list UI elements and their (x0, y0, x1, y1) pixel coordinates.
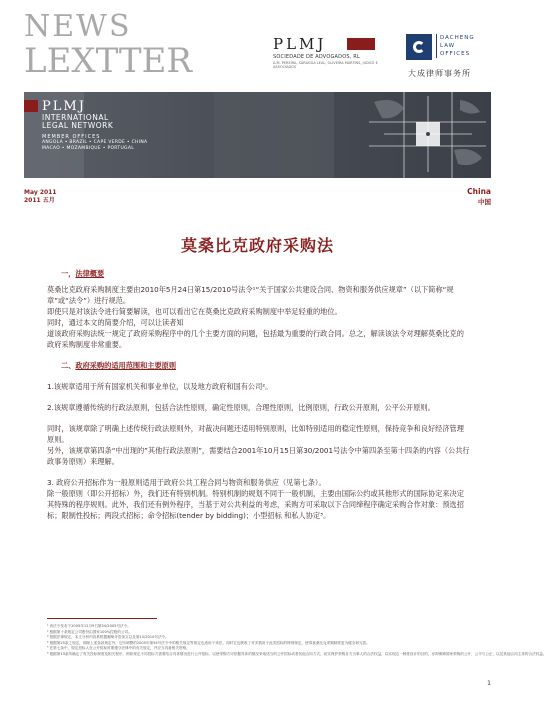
article-title: 莫桑比克政府采购法 (180, 236, 334, 255)
paragraph: 同时，该规章除了明确上述传统行政法原则外，对裁决问题还适用特别原则，比如特别适用的稳定性原则，保持竞争和良好经济管理原则。 (47, 424, 464, 444)
region-en: China (467, 187, 491, 196)
section-number: 二、 (61, 361, 76, 370)
dacheng-line: OFFICES (440, 51, 471, 57)
footnote: ³ 根据法律规定，本文分析内容系根据葡萄牙语条文以及第15/2010号法令。 (47, 635, 169, 640)
network-banner (24, 92, 491, 178)
section-title: 政府采购的适用范围和主要原则 (75, 361, 177, 370)
footnote: ¹ 该法令发布于2005年12月9日第54/2005号法令。 (47, 624, 131, 628)
footnote: ² 根据第十条规定公司股份由国家100%控股的公司。 (47, 629, 132, 634)
newsletter-title-news: NEWS (24, 9, 132, 44)
banner-network-line1: INTERNATIONAL (42, 113, 109, 122)
issue-date (24, 189, 57, 205)
page-number: 1 (487, 680, 491, 687)
plmj-logo-subtitle: SOCIEDADE DE ADVOGADOS, RL (273, 54, 360, 60)
footnote-divider (47, 618, 157, 619)
plmj-bar-icon (24, 100, 38, 112)
paragraph: 除一般原则（即公开招标）外，我们还有特别机制。特别机制的规划不同于一般机制，主要由国际公约或其他形式的国际协定来决定其特殊的程序规则。此外，我们还有例外程序，当基于对公共利益的考虑，采购方可采取以下合同缔程序确定采购合作对象：预选招标；限制性投标；两段式招标；命令招标(tender by bidding)；小型招标 和私人协定³。 (47, 489, 464, 520)
paragraph: 2.该规章遵循传统的行政法原则，包括合法性原则，确定性原则，合理性原则，比例原则，行政公开原则，公平公开原则。 (47, 403, 435, 412)
banner-cities-line1: ANGOLA • BRAZIL • CAPE VERDE • CHINA (42, 140, 148, 145)
plmj-logo-tagline: A.M. PEREIRA, SÁRAGGA LEAL, OLIVEIRA MARTINS, JÚDICE E ASSOCIADOS (273, 61, 378, 69)
dacheng-line: LAW (440, 43, 456, 49)
paragraph: 同时，通过本文的简要介绍，可以让读者知 (47, 318, 184, 327)
section-title: 法律概要 (75, 269, 105, 278)
footnote: ⁴ 根据第25条之规定，即除上述条款规定外，它所调整的2005年第54号法令中的相关规定等规定也适用于该法。同时它也吸收了对多数用于此类招标的特别规定，使得莫桑比克采购制度更为健全和完善。 (47, 640, 370, 645)
newsletter-title-lexter: LEXTTER (24, 41, 193, 81)
banner-network-line2: LEGAL NETWORK (42, 121, 114, 130)
footnote: ⁵ 在第七条中，规定投标人在公开招标时要遵守法律中的有关规定，并应当具备相关资格。 (47, 646, 190, 651)
header (0, 0, 515, 84)
section-number: 一， (61, 269, 76, 278)
dacheng-name-lines (436, 34, 475, 58)
dacheng-line: DACHENG (440, 35, 475, 41)
globe-grid-icon (364, 92, 491, 178)
banner-cities-line2: MACAO • MOZAMBIQUE • PORTUGAL (42, 146, 135, 151)
paragraph: 莫桑比克政府采购制度主要由2010年5月24日第15/2010号法令¹“关于国家公共建设合同、物资和服务供应规章”（以下简称“规章”或“法令”）进行规范。 (47, 285, 454, 305)
network-banner-text (32, 100, 147, 152)
section-heading-2 (61, 360, 471, 371)
issue-date-cn: 2011 五月 (24, 197, 55, 204)
paragraph: 另外，该规章第四条“中出现的”其他行政法原则”，需要结合2001年10月15日第30/2001号法令中第四条至第十四条的内容（公共行政事务原则）来理解。 (47, 446, 470, 466)
plmj-logo (273, 36, 393, 69)
footnote: ⁶ 根据第13条所确定了有关投标制度及相关程序，例如规定不同投标方需要结合具体情况进行公开招标，以使采购方可依据具体的情况采取适当的公开招标或者其他合同方式，切实保护采购各方当事人的合法权益，以实现这一制度设计的目的，亦即保障国家采购的公开、公平与公正，以及其他合同主体的合法权益。 (47, 651, 547, 656)
region-label (467, 187, 491, 207)
banner-member-offices: MEMBER OFFICES (42, 134, 101, 140)
plmj-logo-name: PLMJ (273, 35, 327, 53)
paragraph: 道该政府采购法统一规定了政府采购程序中的几个主要方面的问题，包括最为重要的行政合同。总之，解读该法令对理解莫桑比克的政府采购制度非常重要。 (47, 329, 464, 349)
paragraph: 3. 政府公开招标作为一般原则适用于政府公共工程合同与物资和服务供应（见第七条）。 (47, 478, 326, 487)
dacheng-mark-icon (406, 34, 432, 60)
issue-date-en: May 2011 (24, 189, 57, 196)
footnotes (47, 624, 547, 658)
dacheng-chinese-name: 大成律师事务所 (408, 69, 471, 78)
dacheng-logo (406, 32, 506, 82)
banner-plmj-name: PLMJ (42, 99, 86, 114)
paragraph: 1.该规章适用于所有国家机关和事业单位，以及地方政府和国有公司²。 (47, 382, 273, 391)
article-body (47, 268, 471, 521)
region-cn: 中国 (478, 198, 491, 206)
plmj-logo-bar-icon (347, 38, 375, 50)
paragraph: 即使只是对该法令进行简要解读，也可以看出它在莫桑比克政府采购制度中举足轻重的地位。 (47, 307, 342, 316)
section-heading-1 (61, 268, 471, 279)
